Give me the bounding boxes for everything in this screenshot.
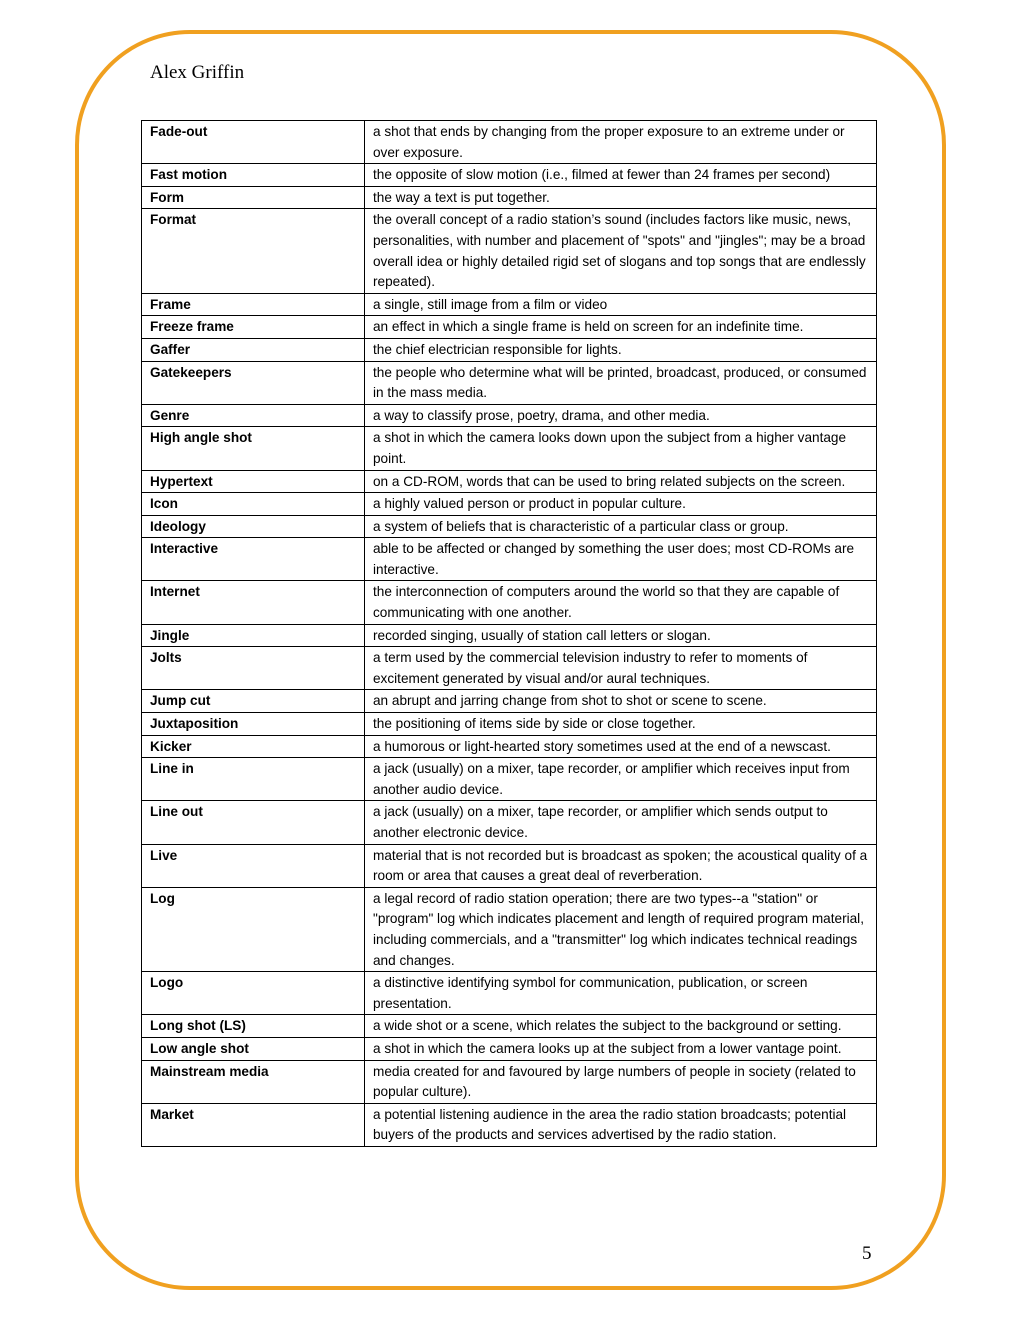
glossary-term: Log	[142, 887, 365, 971]
glossary-term: Logo	[142, 972, 365, 1015]
glossary-definition: a jack (usually) on a mixer, tape recorder, or amplifier which sends output to another electronic device.	[365, 801, 877, 844]
glossary-term: Kicker	[142, 735, 365, 758]
glossary-definition: media created for and favoured by large numbers of people in society (related to popular culture).	[365, 1060, 877, 1103]
glossary-term: Interactive	[142, 538, 365, 581]
glossary-definition: a shot in which the camera looks up at the subject from a lower vantage point.	[365, 1037, 877, 1060]
glossary-definition: the opposite of slow motion (i.e., filmed at fewer than 24 frames per second)	[365, 164, 877, 187]
glossary-term: Jump cut	[142, 690, 365, 713]
glossary-term: Icon	[142, 493, 365, 516]
table-row	[142, 581, 877, 624]
glossary-table-body	[142, 121, 877, 1147]
table-row	[142, 758, 877, 801]
glossary-term: Ideology	[142, 515, 365, 538]
glossary-term: Market	[142, 1103, 365, 1146]
glossary-definition: a humorous or light-hearted story sometimes used at the end of a newscast.	[365, 735, 877, 758]
glossary-term: Genre	[142, 404, 365, 427]
glossary-definition: on a CD-ROM, words that can be used to bring related subjects on the screen.	[365, 470, 877, 493]
table-row	[142, 1060, 877, 1103]
table-row	[142, 361, 877, 404]
glossary-definition: able to be affected or changed by something the user does; most CD-ROMs are interactive.	[365, 538, 877, 581]
glossary-definition: the interconnection of computers around the world so that they are capable of communicating with one another.	[365, 581, 877, 624]
glossary-term: Format	[142, 209, 365, 293]
glossary-term: Internet	[142, 581, 365, 624]
table-row	[142, 624, 877, 647]
table-row	[142, 801, 877, 844]
glossary-term: Form	[142, 186, 365, 209]
glossary-term: Fade-out	[142, 121, 365, 164]
glossary-definition: a potential listening audience in the area the radio station broadcasts; potential buyers of the products and services advertised by the radio station.	[365, 1103, 877, 1146]
glossary-definition: an abrupt and jarring change from shot to shot or scene to scene.	[365, 690, 877, 713]
table-row	[142, 1037, 877, 1060]
glossary-definition: material that is not recorded but is broadcast as spoken; the acoustical quality of a room or area that causes a great deal of reverberation.	[365, 844, 877, 887]
glossary-term: Mainstream media	[142, 1060, 365, 1103]
glossary-term: Long shot (LS)	[142, 1015, 365, 1038]
page-header-author: Alex Griffin	[150, 62, 245, 83]
glossary-definition: the chief electrician responsible for lights.	[365, 338, 877, 361]
glossary-definition: the overall concept of a radio station’s sound (includes factors like music, news, personalities, with number and placement of "spots" and "jingles"; may be a broad overall idea or highly detailed rigid set of slogans and top songs that are endlessly repeated).	[365, 209, 877, 293]
table-row	[142, 164, 877, 187]
glossary-term: Fast motion	[142, 164, 365, 187]
table-row	[142, 887, 877, 971]
glossary-term: Hypertext	[142, 470, 365, 493]
table-row	[142, 427, 877, 470]
table-row	[142, 1103, 877, 1146]
table-row	[142, 515, 877, 538]
glossary-definition: a jack (usually) on a mixer, tape recorder, or amplifier which receives input from another audio device.	[365, 758, 877, 801]
table-row	[142, 690, 877, 713]
table-row	[142, 209, 877, 293]
table-row	[142, 316, 877, 339]
glossary-definition: an effect in which a single frame is held on screen for an indefinite time.	[365, 316, 877, 339]
glossary-term: Gatekeepers	[142, 361, 365, 404]
glossary-term: Gaffer	[142, 338, 365, 361]
glossary-definition: recorded singing, usually of station call letters or slogan.	[365, 624, 877, 647]
table-row	[142, 538, 877, 581]
glossary-term: Low angle shot	[142, 1037, 365, 1060]
table-row	[142, 972, 877, 1015]
table-row	[142, 493, 877, 516]
page-number: 5	[862, 1243, 872, 1264]
table-row	[142, 713, 877, 736]
glossary-term: Jingle	[142, 624, 365, 647]
glossary-definition: a system of beliefs that is characteristic of a particular class or group.	[365, 515, 877, 538]
table-row	[142, 338, 877, 361]
table-row	[142, 404, 877, 427]
glossary-definition: a shot in which the camera looks down upon the subject from a higher vantage point.	[365, 427, 877, 470]
table-row	[142, 1015, 877, 1038]
glossary-term: Frame	[142, 293, 365, 316]
glossary-term: Live	[142, 844, 365, 887]
table-row	[142, 186, 877, 209]
glossary-term: Juxtaposition	[142, 713, 365, 736]
glossary-term: Jolts	[142, 647, 365, 690]
glossary-table	[141, 120, 877, 1147]
table-row	[142, 470, 877, 493]
glossary-definition: a way to classify prose, poetry, drama, and other media.	[365, 404, 877, 427]
glossary-definition: a legal record of radio station operation; there are two types--a "station" or "program" log which indicates placement and length of required program material, including commercials, and a "transmitter" log which indicates technical readings and changes.	[365, 887, 877, 971]
table-row	[142, 293, 877, 316]
table-row	[142, 647, 877, 690]
glossary-term: Line in	[142, 758, 365, 801]
glossary-definition: a shot that ends by changing from the proper exposure to an extreme under or over exposure.	[365, 121, 877, 164]
glossary-definition: a highly valued person or product in popular culture.	[365, 493, 877, 516]
glossary-term: High angle shot	[142, 427, 365, 470]
glossary-term: Line out	[142, 801, 365, 844]
glossary-definition: the way a text is put together.	[365, 186, 877, 209]
table-row	[142, 121, 877, 164]
glossary-definition: a distinctive identifying symbol for communication, publication, or screen presentation.	[365, 972, 877, 1015]
glossary-term: Freeze frame	[142, 316, 365, 339]
glossary-definition: a term used by the commercial television industry to refer to moments of excitement generated by visual and/or aural techniques.	[365, 647, 877, 690]
table-row	[142, 735, 877, 758]
glossary-definition: the positioning of items side by side or close together.	[365, 713, 877, 736]
glossary-definition: a wide shot or a scene, which relates the subject to the background or setting.	[365, 1015, 877, 1038]
glossary-definition: the people who determine what will be printed, broadcast, produced, or consumed in the mass media.	[365, 361, 877, 404]
table-row	[142, 844, 877, 887]
glossary-definition: a single, still image from a film or video	[365, 293, 877, 316]
